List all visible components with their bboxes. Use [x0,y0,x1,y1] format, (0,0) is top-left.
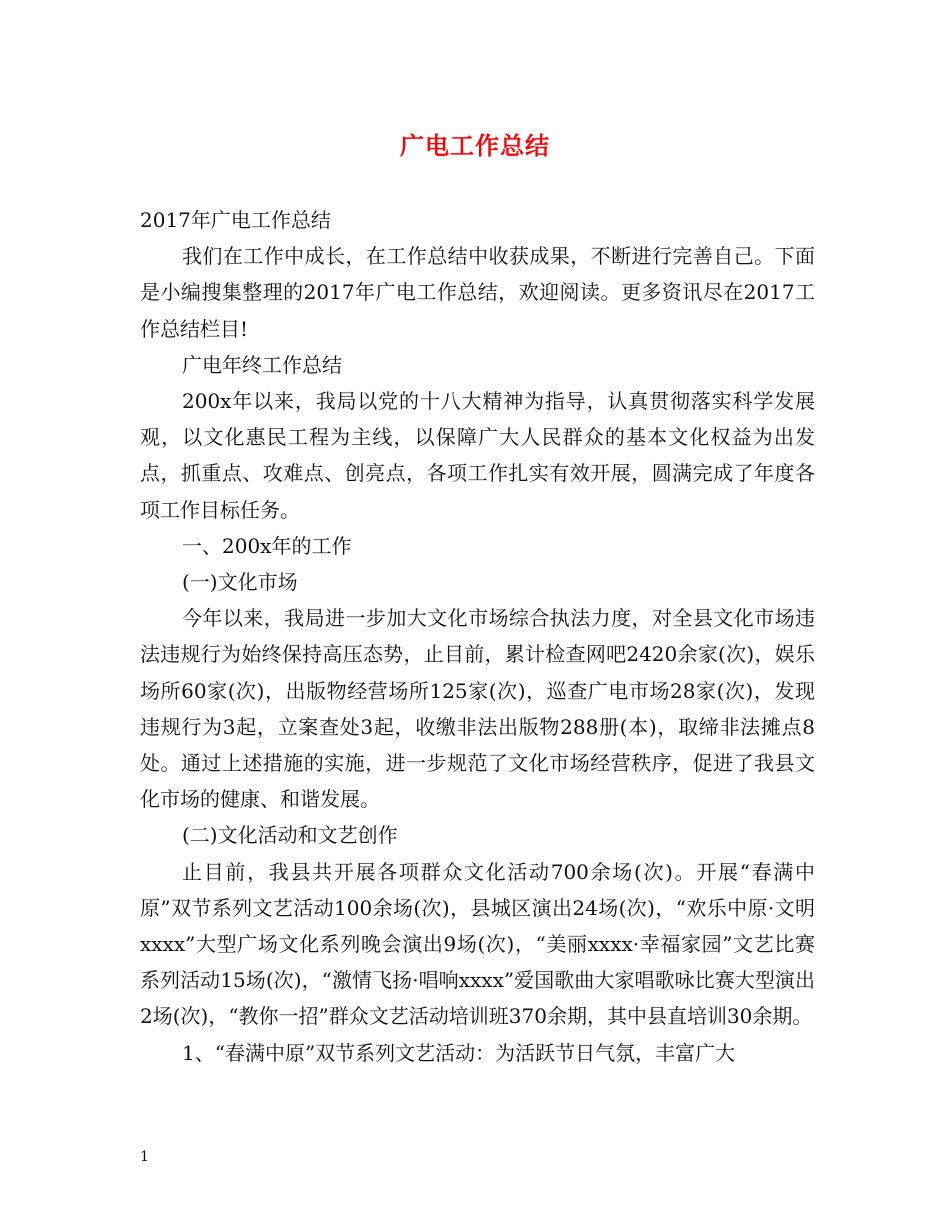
paragraph-heading-year-end: 广电年终工作总结 [182,352,342,377]
section-heading-work: 一、200x年的工作 [182,533,352,558]
subsection-heading-culture-market: (一)文化市场 [182,570,298,595]
subsection-heading-culture-activities: (二)文化活动和文艺创作 [182,823,398,848]
paragraph-overview: 200x年以来，我局以党的十八大精神为指导，认真贯彻落实科学发展观，以文化惠民工程为主线，以保障广大人民群众的基本文化权益为出发点，抓重点、攻难点、创亮点，各项工作扎实有效开展，圆满完成了年度各项工作目标任务。 [140,389,815,522]
paragraph-subtitle: 2017年广电工作总结 [140,208,331,232]
paragraph-intro: 我们在工作中成长，在工作总结中收获成果，不断进行完善自己。下面是小编搜集整理的2017年广电工作总结，欢迎阅读。更多资讯尽在2017工作总结栏目! [140,244,815,341]
document-body [140,202,815,1071]
document-title: 广电工作总结 [400,131,550,160]
page-number: 1 [140,1149,149,1165]
paragraph-culture-market: 今年以来，我局进一步加大文化市场综合执法力度，对全县文化市场违法违规行为始终保持高压态势，止目前，累计检查网吧2420余家(次)，娱乐场所60家(次)，出版物经营场所125家(次)，巡查广电市场28家(次)，发现违规行为3起，立案查处3起，收缴非法出版物288册(本)，取缔非法摊点8处。通过上述措施的实施，进一步规范了文化市场经营秩序，促进了我县文化市场的健康、和谐发展。 [140,606,815,812]
paragraph-spring-activities: 1、“春满中原”双节系列文艺活动：为活跃节日气氛，丰富广大 [182,1040,736,1065]
paragraph-culture-activities: 止目前，我县共开展各项群众文化活动700余场(次)。开展“春满中原”双节系列文艺活动100余场(次)，县城区演出24场(次)，“欢乐中原·文明xxxx”大型广场文化系列晚会演出9场(次)，“美丽xxxx·幸福家园”文艺比赛系列活动15场(次)，“激情飞扬·唱响xxxx”爱国歌曲大家唱歌咏比赛大型演出2场(次)，“教你一招”群众文艺活动培训班370余期，其中县直培训30余期。 [140,859,815,1029]
